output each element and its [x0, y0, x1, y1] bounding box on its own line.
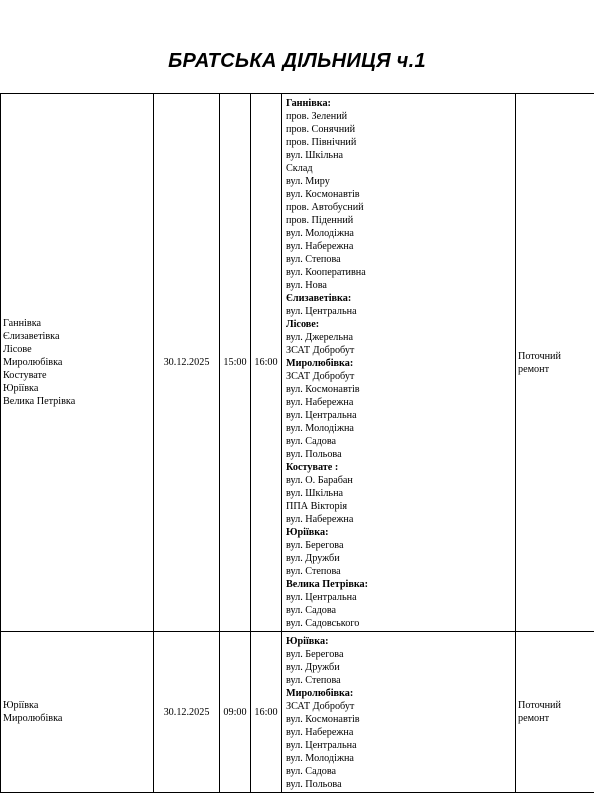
street-address: вул. Набережна: [286, 397, 354, 408]
settlement-name: Костувате: [3, 370, 47, 381]
table-row: [1, 632, 594, 793]
street-address: ЗСАТ Добробут: [286, 371, 355, 382]
locality-heading: Єлизаветівка:: [286, 293, 352, 304]
street-address: вул. Молодіжна: [286, 423, 354, 434]
date-cell: [154, 94, 220, 632]
street-address: пров. Сонячний: [286, 124, 356, 135]
end-time-cell: [251, 94, 282, 632]
schedule-table: [0, 93, 594, 793]
page-title: БРАТСЬКА ДІЛЬНИЦЯ ч.1: [168, 50, 426, 72]
street-address: вул. Центральна: [286, 410, 357, 421]
locality-heading: Юріївка:: [286, 636, 329, 647]
street-address: вул. Космонавтів: [286, 189, 360, 200]
street-address: Склад: [286, 163, 313, 174]
street-address: вул. Садова: [286, 766, 337, 777]
street-address: вул. Степова: [286, 566, 341, 577]
addresses-cell: [282, 94, 516, 632]
street-address: вул. Набережна: [286, 727, 354, 738]
settlements-cell: [1, 94, 154, 632]
street-address: пров. Піденний: [286, 215, 354, 226]
addresses-cell: [282, 632, 516, 793]
date-cell: [154, 632, 220, 793]
locality-heading: Миролюбівка:: [286, 358, 354, 369]
end-time-cell: [251, 632, 282, 793]
locality-heading: Юріївка:: [286, 527, 329, 538]
street-address: вул. Дружби: [286, 553, 340, 564]
settlement-name: Миролюбівка: [3, 357, 63, 368]
settlement-name: Велика Петрівка: [3, 396, 76, 407]
street-address: вул. Садовського: [286, 618, 360, 629]
work-type: Поточний: [518, 350, 561, 362]
street-address: вул. Шкільна: [286, 488, 344, 499]
street-address: вул. Шкільна: [286, 150, 344, 161]
street-address: вул. Космонавтів: [286, 714, 360, 725]
street-address: вул. Центральна: [286, 592, 357, 603]
locality-heading: Ганнівка:: [286, 98, 331, 109]
street-address: вул. Берегова: [286, 540, 344, 551]
street-address: пров. Автобусний: [286, 202, 364, 213]
work-type: ремонт: [518, 363, 550, 375]
street-address: вул. Берегова: [286, 649, 344, 660]
street-address: ЗСАТ Добробут: [286, 345, 355, 356]
street-address: вул. Степова: [286, 675, 341, 686]
street-address: вул. Польова: [286, 779, 342, 790]
settlement-name: Юріївка: [3, 700, 39, 711]
settlement-name: Єлизаветівка: [3, 331, 60, 342]
work-type: ремонт: [518, 713, 550, 724]
settlement-name: Лісове: [3, 344, 32, 355]
street-address: вул. Миру: [286, 176, 330, 187]
locality-heading: Лісове:: [286, 319, 320, 330]
start-time-cell: [220, 632, 251, 793]
street-address: пров. Північний: [286, 137, 357, 148]
end-time: 16:00: [254, 706, 278, 718]
street-address: вул. Центральна: [286, 740, 357, 751]
work-type-cell: [516, 94, 594, 632]
street-address: вул. Садова: [286, 436, 337, 447]
outage-date: 30.12.2025: [163, 706, 210, 718]
street-address: вул. Космонавтів: [286, 384, 360, 395]
locality-heading: Миролюбівка:: [286, 688, 354, 699]
start-time: 15:00: [223, 357, 247, 368]
street-address: вул. Набережна: [286, 514, 354, 525]
work-type: Поточний: [518, 700, 561, 711]
street-address: вул. Молодіжна: [286, 753, 354, 764]
street-address: вул. Садова: [286, 605, 337, 616]
settlements-cell: [1, 632, 154, 793]
locality-heading: Костувате :: [286, 462, 339, 473]
outage-date: 30.12.2025: [163, 357, 210, 368]
table-row: [1, 94, 594, 632]
street-address: вул. Центральна: [286, 306, 357, 317]
street-address: вул. Польова: [286, 449, 342, 460]
start-time-cell: [220, 94, 251, 632]
start-time: 09:00: [223, 706, 247, 718]
street-address: вул. Молодіжна: [286, 228, 354, 239]
street-address: вул. Нова: [286, 280, 327, 291]
work-type-cell: [516, 632, 594, 793]
street-address: вул. Джерельна: [286, 332, 353, 343]
settlement-name: Ганнівка: [3, 318, 42, 329]
street-address: вул. Набережна: [286, 241, 354, 252]
settlement-name: Юріївка: [3, 383, 39, 394]
end-time: 16:00: [254, 357, 278, 368]
street-address: ППА Вікторія: [286, 501, 348, 512]
street-address: вул. О. Барабан: [286, 475, 353, 486]
street-address: вул. Степова: [286, 254, 341, 265]
street-address: ЗСАТ Добробут: [286, 701, 355, 712]
schedule-table-body: [1, 94, 594, 793]
locality-heading: Велика Петрівка:: [286, 579, 369, 590]
street-address: пров. Зелений: [286, 111, 348, 122]
street-address: вул. Кооперативна: [286, 267, 366, 278]
settlement-name: Миролюбівка: [3, 713, 63, 724]
street-address: вул. Дружби: [286, 662, 340, 673]
